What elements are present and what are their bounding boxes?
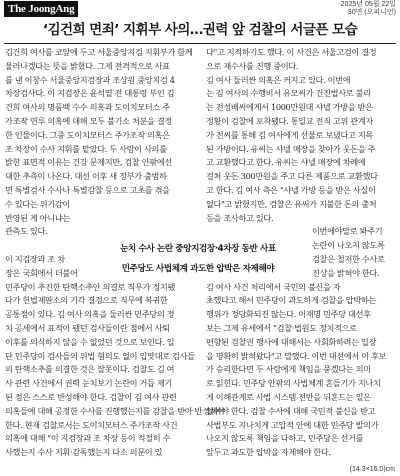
masthead-bar bbox=[4, 0, 396, 16]
article-text-line: 공통점이 있다. 김 여사 의혹을 둘러싼 민주당의 정 bbox=[5, 309, 175, 320]
article-text-line: 다가 헌법재판소의 기각 결정으로 직무에 복귀한 bbox=[5, 295, 168, 306]
article-text-line: 단 민주당이 검사들의 위법 혐의도 없이 입맛대로 검사들 bbox=[5, 350, 195, 361]
article-text-line: 관측도 있다. bbox=[5, 226, 48, 237]
article-text-line: 가조작 연루 의혹에 대해 모두 불기소 처분을 결정 bbox=[5, 115, 172, 126]
article-text-line: 없어야 한다. 검찰 수사에 대해 국민적 불신을 받고 bbox=[206, 405, 376, 416]
article-text-line: 는 김 여사의 수행비서 유모씨가 건진법사로 불리 bbox=[206, 88, 371, 99]
article-text-line: 고 한다. 김 여사 측은 "샤넬 가방 등을 받은 사실이 bbox=[206, 184, 376, 195]
article-text-line: 한 인물이다. 그중 도이치모터스 주가조작 의혹은 bbox=[5, 129, 170, 140]
article-text-line: 나오지 않도록 책임을 다하고, 민주당은 선거를 bbox=[206, 433, 364, 444]
page-number: 30면 (오피니언) bbox=[347, 9, 396, 16]
article-text-line: 다"고 지적하기도 했다. 이 사건은 서울고검이 결정 bbox=[206, 47, 377, 57]
article-text-line: 걸쳐 웃돈 300만원을 주고 다른 제품으로 교환했다 bbox=[206, 171, 378, 182]
article-text-line: 검찰은 철저한 수사로 bbox=[312, 253, 385, 264]
article-text-line: 사했는지 수사 지휘·감독했는지 다소 의문이 있 bbox=[5, 447, 163, 458]
pull-quote bbox=[86, 239, 310, 279]
pull-quote-line: 눈치 수사 논란 중앙지검장·4차장 동반 사표 bbox=[120, 244, 276, 254]
newspaper-logo: The JoongAng bbox=[4, 1, 78, 17]
article-text-line: 논란이 나오지 않도록 bbox=[312, 240, 385, 251]
article-text-line: 이 지검장과 조 차 bbox=[5, 253, 65, 264]
article-text-line: 의혹들에 대해 공정한 수사를 진행했는지를 감찰을 받아 반성해야 bbox=[5, 405, 225, 416]
article-text-line: 김 여사 사건 처리에서 국민의 불신을 자 bbox=[206, 281, 341, 292]
article-text-line: 의 탄핵소추를 의결한 것은 잘못이다. 검찰도 김 여 bbox=[5, 364, 175, 375]
article-text-line: 된 가방이다. 유씨는 샤넬 매장을 찾아가 웃돈을 주 bbox=[206, 143, 376, 154]
article-text-line: 로 읽힌다. 민주당 안팎의 사법체계 흔들기가 지나치 bbox=[206, 378, 381, 389]
article-text-line: 사 관련 사건에서 권력 눈치보기 논란이 거듭 제기 bbox=[5, 378, 172, 389]
article-text-line: 가 전씨를 통해 김 여사에게 선물로 보냈다고 지목 bbox=[206, 129, 373, 140]
article-text-line: 으로 재수사를 진행 중이다. bbox=[206, 60, 299, 71]
article-text-line: 없다"고 밝혔지만, 검찰은 유씨가 지불한 돈의 출처 bbox=[206, 198, 377, 209]
article-text-line: 밝힌 표면적 이유는 건강 문제지만, 검찰 안팎에선 bbox=[5, 157, 172, 168]
article-size-caption: (14.3×16.0)cm bbox=[349, 466, 395, 473]
dateline bbox=[341, 1, 396, 17]
article-text-line: 면 특별검사 수사나 특별감찰 등으로 고초를 겪을 bbox=[5, 184, 170, 195]
article-text-line: 김 여사 둘러싼 의혹은 커지고 있다. 이번에 bbox=[206, 74, 351, 85]
publish-date: 2025년 05월 22일 bbox=[340, 1, 396, 8]
article-text-line: 이번에야말로 봐주기 bbox=[312, 226, 383, 237]
headline-divider bbox=[4, 43, 396, 44]
article-text-line: 등을 조사하고 있다. bbox=[206, 212, 274, 223]
article-text-line: 이후를 의식하지 않을 수 없었던 것으로 보인다. 일 bbox=[5, 336, 175, 347]
article-text-line: 앞두고 과도한 압박을 자제해야 한다. bbox=[206, 447, 331, 458]
article-text-line: 수 있다는 위기감이 bbox=[5, 198, 70, 209]
article-text-line: 한다. 현재 검찰로서는 도이치모터스 주가조작 사건 bbox=[5, 419, 178, 430]
article-text-line: 치 공세에서 표적이 됐던 검사들이란 점에서 사퇴 bbox=[5, 322, 170, 333]
article-text-line: 물러나겠다는 뜻을 밝혔다. 그제 전격적으로 사표 bbox=[5, 60, 170, 71]
article-text-line: 행위가 정당화되진 않는다. 이재명 민주당 대선후 bbox=[206, 309, 371, 320]
article-text-line: 사법부도 지나치게 고압적 안에 대한 민주당 발의가 bbox=[206, 419, 379, 430]
article-text-line: 진상을 밝혀야 한다. bbox=[312, 267, 380, 278]
article-text-line: 대한 추측이 나온다. 대선 이후 새 정부가 출범하 bbox=[5, 171, 167, 182]
article-text-line: 가 승리한다면 두 사람에게 책임을 묻겠다는 의미 bbox=[206, 364, 371, 375]
article-text-line: 게 이해관계로 사법 시스템 전반을 뒤흔드는 일은 bbox=[206, 391, 371, 402]
article-text-line: 차장검사다. 이 지검장은 윤석열 전 대통령 부인 김 bbox=[5, 88, 175, 99]
article-text-line: 정황이 검찰에 포착됐다. 통일교 전직 고위 관계자 bbox=[206, 115, 373, 126]
article-text-line: 보는 그제 유세에서 "검찰·법원도 정치적으로 bbox=[206, 322, 357, 333]
article-text-line: 장은 국회에서 더불어 bbox=[5, 267, 78, 278]
pull-quote-line: 민주당도 사법체계 과도한 압박은 자제해야 bbox=[121, 264, 275, 274]
article-text-line: 는 전성배씨에게서 1000만원대 샤넬 가방을 받은 bbox=[206, 102, 373, 113]
article-text-line: 를 낸 이창수 서울중앙지검장과 조상원 중앙지검 4 bbox=[5, 74, 175, 85]
article-text-line: 고 교환했다고 한다. 유씨는 샤넬 매장에 차례에 bbox=[206, 157, 366, 168]
article-text-line: 을 명확히 밝혀왔다"고 말했다. 이번 대선에서 이 후보 bbox=[206, 350, 387, 361]
article-text-line: 민주당이 추진한 탄핵소추안 의결로 직무가 정지됐 bbox=[5, 281, 176, 292]
article-text-line: 된 점은 스스로 반성해야 한다. 검찰이 김 여사 관련 bbox=[5, 391, 177, 402]
article-headline: ‘김건희 면죄’ 지휘부 사의…권력 앞 검찰의 서글픈 모습 bbox=[42, 22, 358, 38]
article-text-line: 김건희 여사를 코앞에 두고 서울중앙지검 지휘부가 함께 bbox=[5, 47, 193, 57]
article-text-line: 조 차장이 수사 지휘를 맡았다. 두 사람이 사의를 bbox=[5, 143, 167, 154]
article-text-line: 의혹에 대해 "이 지검장과 조 차장 등이 적절히 수 bbox=[5, 433, 171, 444]
article-text-line: 건희 여사의 명품백 수수 의혹과 도이치모터스 주 bbox=[5, 102, 170, 113]
article-text-line: 편향된 검찰권 행사에 대해서는 사회화하려는 입장 bbox=[206, 336, 377, 347]
article-text-line: 반영된 게 아니냐는 bbox=[5, 212, 70, 223]
article-text-line: 초했다고 해서 민주당이 과도하게 검찰을 압박하는 bbox=[206, 295, 377, 306]
article-text-line bbox=[5, 239, 79, 253]
